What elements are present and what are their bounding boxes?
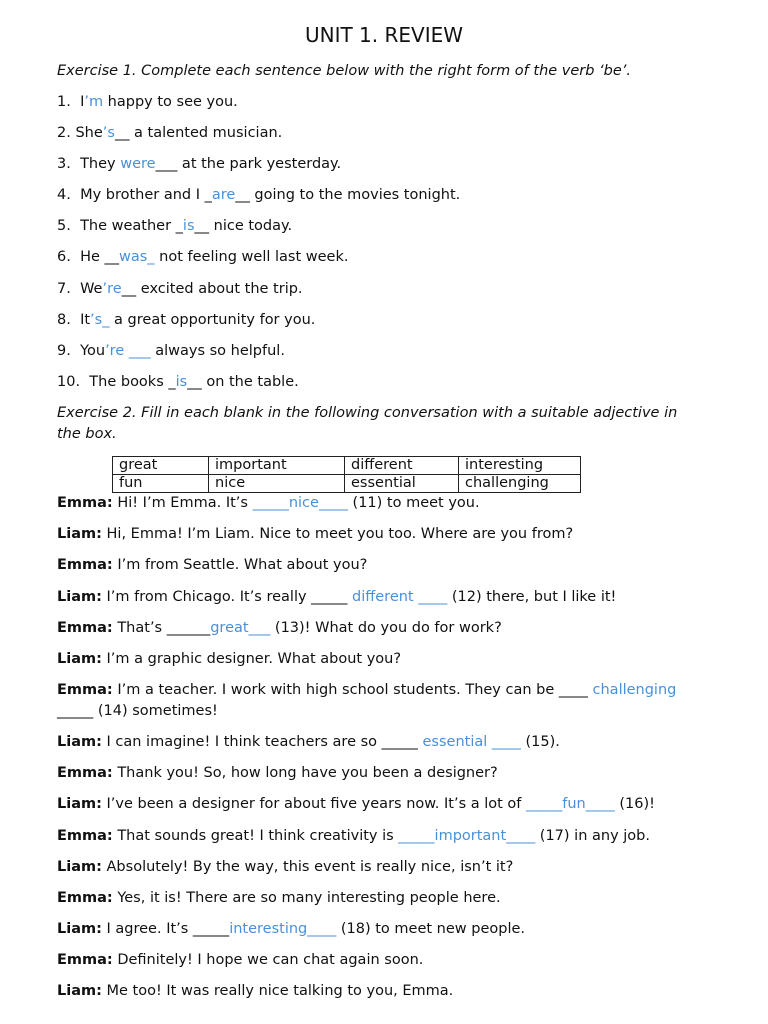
dialogue-line: Liam: I’ve been a designer for about five years now. It’s a lot of _____fun____ (16)! [57, 796, 655, 812]
dialogue-line: Liam: I can imagine! I think teachers are so _____ essential ____ (15). [57, 734, 560, 750]
word-cell: nice [209, 475, 345, 493]
answer: interesting [229, 921, 308, 937]
speaker: Emma: [57, 620, 113, 636]
ex1-item: 9. You’re ___ always so helpful. [57, 343, 285, 359]
speaker: Liam: [57, 983, 102, 999]
answer: were [120, 156, 156, 172]
ex1-item: 5. The weather _is__ nice today. [57, 218, 293, 234]
dialogue-line: Emma: That sounds great! I think creativity is _____important____ (17) in any job. [57, 828, 650, 844]
dialogue-line: Liam: Hi, Emma! I’m Liam. Nice to meet you too. Where are you from? [57, 526, 574, 542]
word-cell: essential [345, 475, 459, 493]
answer: was_ [119, 249, 155, 265]
speaker: Liam: [57, 589, 102, 605]
speaker: Liam: [57, 921, 102, 937]
dialogue-line: Liam: Absolutely! By the way, this event is really nice, isn’t it? [57, 859, 514, 875]
answer: fun [562, 796, 586, 812]
ex1-item: 10. The books _is__ on the table. [57, 374, 299, 390]
word-cell: important [209, 457, 345, 475]
dialogue-line: Liam: I’m from Chicago. It’s really _____ different ____ (12) there, but I like it! [57, 589, 617, 605]
speaker: Liam: [57, 796, 102, 812]
word-box-row [113, 457, 581, 475]
answer: ’s_ [90, 312, 110, 328]
dialogue-line: Emma: Definitely! I hope we can chat again soon. [57, 952, 424, 968]
dialogue-line: Liam: I agree. It’s _____interesting____ (18) to meet new people. [57, 921, 525, 937]
word-cell: different [345, 457, 459, 475]
dialogue-line: Emma: Hi! I’m Emma. It’s _____nice____ (11) to meet you. [57, 495, 480, 511]
dialogue-line: Emma: I’m from Seattle. What about you? [57, 557, 368, 573]
dialogue-line: Liam: I’m a graphic designer. What about you? [57, 651, 402, 667]
answer: ’s [102, 125, 115, 141]
answer: ’m [84, 94, 104, 110]
word-box-row [113, 475, 581, 493]
dialogue-line-cont: _____ (14) sometimes! [57, 703, 218, 719]
exercise-2-instruction-cont: the box. [57, 426, 117, 442]
ex1-item: 1. I’m happy to see you. [57, 94, 238, 110]
ex1-item: 2. She’s__ a talented musician. [57, 125, 283, 141]
answer: is [175, 374, 188, 390]
dialogue-line: Emma: Thank you! So, how long have you been a designer? [57, 765, 498, 781]
answer: are [211, 187, 236, 203]
word-box [112, 456, 581, 493]
exercise-1-instruction: Exercise 1. Complete each sentence below with the right form of the verb ‘be’. [57, 63, 632, 79]
dialogue-line: Emma: Yes, it is! There are so many interesting people here. [57, 890, 501, 906]
word-cell: challenging [459, 475, 581, 493]
page-title: UNIT 1. REVIEW [304, 23, 464, 47]
speaker: Liam: [57, 734, 102, 750]
answer: essential [422, 734, 488, 750]
word-cell: interesting [459, 457, 581, 475]
answer: ’re [102, 281, 122, 297]
dialogue-line: Emma: I’m a teacher. I work with high school students. They can be ____ challenging [57, 682, 677, 698]
ex1-item: 7. We’re__ excited about the trip. [57, 281, 303, 297]
dialogue-line: Liam: Me too! It was really nice talking to you, Emma. [57, 983, 454, 999]
speaker: Emma: [57, 952, 113, 968]
speaker: Emma: [57, 682, 113, 698]
speaker: Emma: [57, 828, 113, 844]
ex1-item: 8. It’s_ a great opportunity for you. [57, 312, 316, 328]
answer: challenging [592, 682, 677, 698]
speaker: Emma: [57, 495, 113, 511]
word-cell: fun [113, 475, 209, 493]
answer: is [182, 218, 195, 234]
speaker: Liam: [57, 859, 102, 875]
exercise-2-instruction: Exercise 2. Fill in each blank in the following conversation with a suitable adjective in [57, 405, 678, 421]
word-cell: great [113, 457, 209, 475]
ex1-item: 3. They were___ at the park yesterday. [57, 156, 342, 172]
ex1-item: 4. My brother and I _are__ going to the movies tonight. [57, 187, 461, 203]
speaker: Emma: [57, 765, 113, 781]
answer: great [210, 620, 249, 636]
answer: important [434, 828, 507, 844]
speaker: Liam: [57, 651, 102, 667]
answer: nice [288, 495, 319, 511]
ex1-item: 6. He __was_ not feeling well last week. [57, 249, 349, 265]
speaker: Emma: [57, 557, 113, 573]
answer: different [352, 589, 414, 605]
speaker: Emma: [57, 890, 113, 906]
speaker: Liam: [57, 526, 102, 542]
dialogue-line: Emma: That’s ______great___ (13)! What do you do for work? [57, 620, 502, 636]
answer: ’re ___ [105, 343, 151, 359]
